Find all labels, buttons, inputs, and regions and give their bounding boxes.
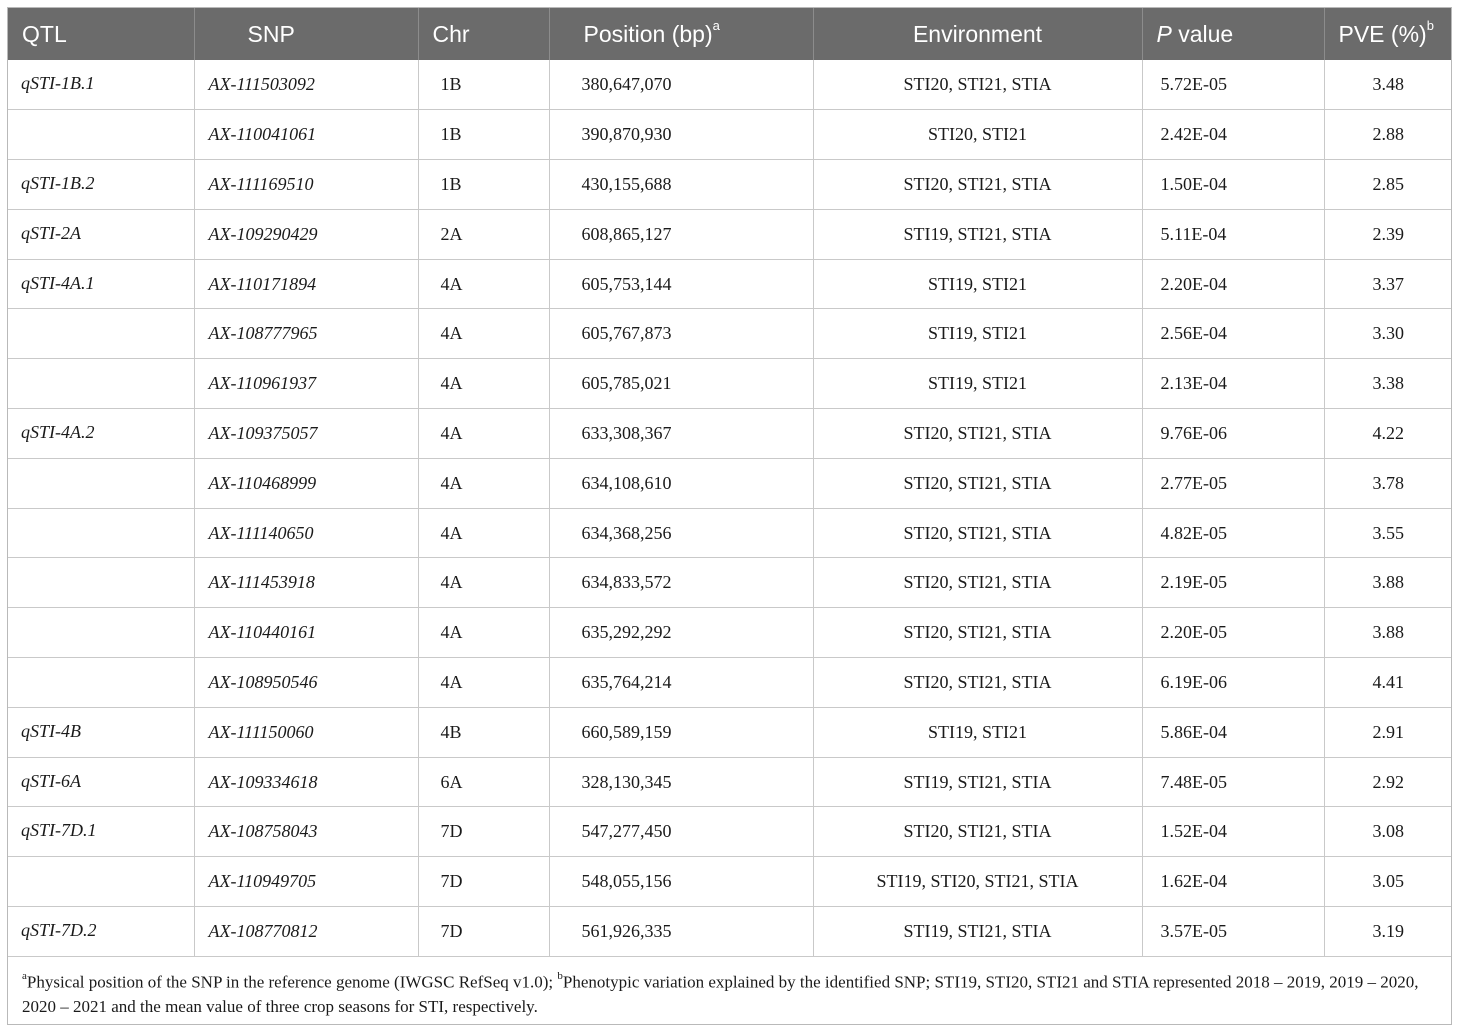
pve-cell: 3.88 xyxy=(1324,558,1451,608)
pve-cell: 3.19 xyxy=(1324,907,1451,957)
qtl-snp-table xyxy=(8,8,1451,957)
table-row xyxy=(8,160,1451,210)
header-pve xyxy=(1324,8,1451,60)
pve-cell: 2.88 xyxy=(1324,110,1451,160)
snp-cell: AX-109290429 xyxy=(194,209,418,259)
pve-cell: 2.91 xyxy=(1324,707,1451,757)
chr-cell: 1B xyxy=(418,60,549,110)
environment-cell: STI20, STI21, STIA xyxy=(813,608,1142,658)
qtl-cell xyxy=(8,458,194,508)
environment-cell: STI19, STI21, STIA xyxy=(813,757,1142,807)
pve-cell: 3.05 xyxy=(1324,857,1451,907)
table-row xyxy=(8,508,1451,558)
qtl-cell: qSTI-1B.1 xyxy=(8,60,194,110)
chr-cell: 4A xyxy=(418,458,549,508)
snp-cell: AX-111140650 xyxy=(194,508,418,558)
position-cell: 605,753,144 xyxy=(549,259,813,309)
chr-cell: 1B xyxy=(418,160,549,210)
header-pvalue-rest: value xyxy=(1171,20,1234,47)
table-row xyxy=(8,907,1451,957)
position-cell: 547,277,450 xyxy=(549,807,813,857)
position-cell: 380,647,070 xyxy=(549,60,813,110)
footnote-b-mark: b xyxy=(557,970,563,982)
table-body xyxy=(8,60,1451,956)
qtl-cell: qSTI-4A.2 xyxy=(8,409,194,459)
position-cell: 633,308,367 xyxy=(549,409,813,459)
position-cell: 548,055,156 xyxy=(549,857,813,907)
snp-cell: AX-110949705 xyxy=(194,857,418,907)
qtl-cell xyxy=(8,608,194,658)
snp-cell: AX-108950546 xyxy=(194,658,418,708)
environment-cell: STI20, STI21, STIA xyxy=(813,658,1142,708)
table-footnote xyxy=(22,966,1442,1019)
snp-cell: AX-108758043 xyxy=(194,807,418,857)
snp-cell: AX-110041061 xyxy=(194,110,418,160)
pve-cell: 4.41 xyxy=(1324,658,1451,708)
table-row xyxy=(8,857,1451,907)
position-cell: 561,926,335 xyxy=(549,907,813,957)
pve-cell: 3.55 xyxy=(1324,508,1451,558)
pvalue-cell: 5.86E-04 xyxy=(1142,707,1324,757)
chr-cell: 4A xyxy=(418,608,549,658)
pvalue-cell: 2.77E-05 xyxy=(1142,458,1324,508)
pve-cell: 3.48 xyxy=(1324,60,1451,110)
position-cell: 660,589,159 xyxy=(549,707,813,757)
table-row xyxy=(8,110,1451,160)
table-row xyxy=(8,309,1451,359)
footnote-a-mark: a xyxy=(22,970,27,982)
table-row xyxy=(8,707,1451,757)
table-row xyxy=(8,608,1451,658)
chr-cell: 4B xyxy=(418,707,549,757)
table-row xyxy=(8,558,1451,608)
header-position-label: Position (bp) xyxy=(583,20,713,47)
pvalue-cell: 4.82E-05 xyxy=(1142,508,1324,558)
pve-cell: 2.39 xyxy=(1324,209,1451,259)
environment-cell: STI19, STI21, STIA xyxy=(813,907,1142,957)
qtl-cell xyxy=(8,110,194,160)
pvalue-cell: 2.42E-04 xyxy=(1142,110,1324,160)
qtl-cell: qSTI-4A.1 xyxy=(8,259,194,309)
pve-cell: 3.30 xyxy=(1324,309,1451,359)
pvalue-cell: 5.72E-05 xyxy=(1142,60,1324,110)
position-cell: 635,292,292 xyxy=(549,608,813,658)
table-row xyxy=(8,209,1451,259)
snp-cell: AX-110440161 xyxy=(194,608,418,658)
position-cell: 430,155,688 xyxy=(549,160,813,210)
header-qtl: QTL xyxy=(8,8,194,60)
table-row xyxy=(8,757,1451,807)
qtl-cell: qSTI-2A xyxy=(8,209,194,259)
qtl-cell: qSTI-7D.1 xyxy=(8,807,194,857)
snp-cell: AX-108770812 xyxy=(194,907,418,957)
table-row xyxy=(8,60,1451,110)
pve-cell: 3.38 xyxy=(1324,359,1451,409)
header-row xyxy=(8,8,1451,60)
position-cell: 635,764,214 xyxy=(549,658,813,708)
qtl-cell: qSTI-1B.2 xyxy=(8,160,194,210)
environment-cell: STI19, STI21 xyxy=(813,359,1142,409)
qtl-cell xyxy=(8,359,194,409)
pvalue-cell: 3.57E-05 xyxy=(1142,907,1324,957)
snp-cell: AX-110468999 xyxy=(194,458,418,508)
table-row xyxy=(8,409,1451,459)
qtl-cell xyxy=(8,508,194,558)
pve-cell: 3.37 xyxy=(1324,259,1451,309)
pvalue-cell: 2.56E-04 xyxy=(1142,309,1324,359)
environment-cell: STI19, STI21 xyxy=(813,707,1142,757)
environment-cell: STI19, STI20, STI21, STIA xyxy=(813,857,1142,907)
pve-cell: 3.78 xyxy=(1324,458,1451,508)
environment-cell: STI19, STI21 xyxy=(813,309,1142,359)
environment-cell: STI20, STI21, STIA xyxy=(813,508,1142,558)
qtl-cell xyxy=(8,558,194,608)
pvalue-cell: 2.20E-04 xyxy=(1142,259,1324,309)
chr-cell: 1B xyxy=(418,110,549,160)
table-row xyxy=(8,807,1451,857)
chr-cell: 4A xyxy=(418,508,549,558)
table-row xyxy=(8,259,1451,309)
chr-cell: 2A xyxy=(418,209,549,259)
position-cell: 605,767,873 xyxy=(549,309,813,359)
snp-cell: AX-111150060 xyxy=(194,707,418,757)
qtl-cell xyxy=(8,857,194,907)
pve-cell: 3.88 xyxy=(1324,608,1451,658)
chr-cell: 7D xyxy=(418,807,549,857)
position-cell: 634,368,256 xyxy=(549,508,813,558)
environment-cell: STI20, STI21 xyxy=(813,110,1142,160)
environment-cell: STI20, STI21, STIA xyxy=(813,458,1142,508)
environment-cell: STI20, STI21, STIA xyxy=(813,60,1142,110)
position-cell: 328,130,345 xyxy=(549,757,813,807)
pvalue-cell: 1.50E-04 xyxy=(1142,160,1324,210)
pvalue-cell: 1.62E-04 xyxy=(1142,857,1324,907)
position-cell: 634,833,572 xyxy=(549,558,813,608)
environment-cell: STI20, STI21, STIA xyxy=(813,409,1142,459)
pve-cell: 2.92 xyxy=(1324,757,1451,807)
header-pve-sup: b xyxy=(1426,17,1434,33)
header-environment: Environment xyxy=(813,8,1142,60)
chr-cell: 4A xyxy=(418,558,549,608)
chr-cell: 4A xyxy=(418,409,549,459)
chr-cell: 6A xyxy=(418,757,549,807)
environment-cell: STI20, STI21, STIA xyxy=(813,807,1142,857)
header-position xyxy=(549,8,813,60)
environment-cell: STI20, STI21, STIA xyxy=(813,558,1142,608)
snp-cell: AX-109375057 xyxy=(194,409,418,459)
header-chr: Chr xyxy=(418,8,549,60)
position-cell: 608,865,127 xyxy=(549,209,813,259)
position-cell: 605,785,021 xyxy=(549,359,813,409)
environment-cell: STI19, STI21, STIA xyxy=(813,209,1142,259)
chr-cell: 7D xyxy=(418,857,549,907)
pvalue-cell: 2.13E-04 xyxy=(1142,359,1324,409)
header-pvalue xyxy=(1142,8,1324,60)
footnote-a-text: Physical position of the SNP in the reference genome (IWGSC RefSeq v1.0); xyxy=(26,972,558,992)
pvalue-cell: 9.76E-06 xyxy=(1142,409,1324,459)
header-position-sup: a xyxy=(712,17,720,33)
chr-cell: 4A xyxy=(418,359,549,409)
qtl-cell: qSTI-6A xyxy=(8,757,194,807)
chr-cell: 4A xyxy=(418,259,549,309)
pve-cell: 4.22 xyxy=(1324,409,1451,459)
table-row xyxy=(8,458,1451,508)
environment-cell: STI20, STI21, STIA xyxy=(813,160,1142,210)
snp-cell: AX-108777965 xyxy=(194,309,418,359)
header-pve-label: PVE (%) xyxy=(1338,20,1427,47)
pvalue-cell: 5.11E-04 xyxy=(1142,209,1324,259)
chr-cell: 4A xyxy=(418,658,549,708)
snp-cell: AX-111453918 xyxy=(194,558,418,608)
pvalue-cell: 6.19E-06 xyxy=(1142,658,1324,708)
qtl-cell xyxy=(8,658,194,708)
pvalue-cell: 2.20E-05 xyxy=(1142,608,1324,658)
table-row xyxy=(8,359,1451,409)
chr-cell: 4A xyxy=(418,309,549,359)
position-cell: 390,870,930 xyxy=(549,110,813,160)
qtl-cell xyxy=(8,309,194,359)
header-snp: SNP xyxy=(194,8,418,60)
header-pvalue-p: P xyxy=(1156,20,1172,47)
chr-cell: 7D xyxy=(418,907,549,957)
qtl-cell: qSTI-7D.2 xyxy=(8,907,194,957)
pve-cell: 2.85 xyxy=(1324,160,1451,210)
snp-cell: AX-109334618 xyxy=(194,757,418,807)
pvalue-cell: 7.48E-05 xyxy=(1142,757,1324,807)
snp-cell: AX-111503092 xyxy=(194,60,418,110)
pve-cell: 3.08 xyxy=(1324,807,1451,857)
table-row xyxy=(8,658,1451,708)
environment-cell: STI19, STI21 xyxy=(813,259,1142,309)
footnote-b-text: Phenotypic variation explained by the identified SNP; STI19, STI20, STI21 and STIA represented 2018 – 2019, 2019 – 2020, 2020 – 2021 and the mean value of three crop seasons for STI, respectively. xyxy=(22,972,1419,1016)
pvalue-cell: 2.19E-05 xyxy=(1142,558,1324,608)
position-cell: 634,108,610 xyxy=(549,458,813,508)
snp-cell: AX-110961937 xyxy=(194,359,418,409)
qtl-cell: qSTI-4B xyxy=(8,707,194,757)
pvalue-cell: 1.52E-04 xyxy=(1142,807,1324,857)
snp-cell: AX-110171894 xyxy=(194,259,418,309)
snp-cell: AX-111169510 xyxy=(194,160,418,210)
